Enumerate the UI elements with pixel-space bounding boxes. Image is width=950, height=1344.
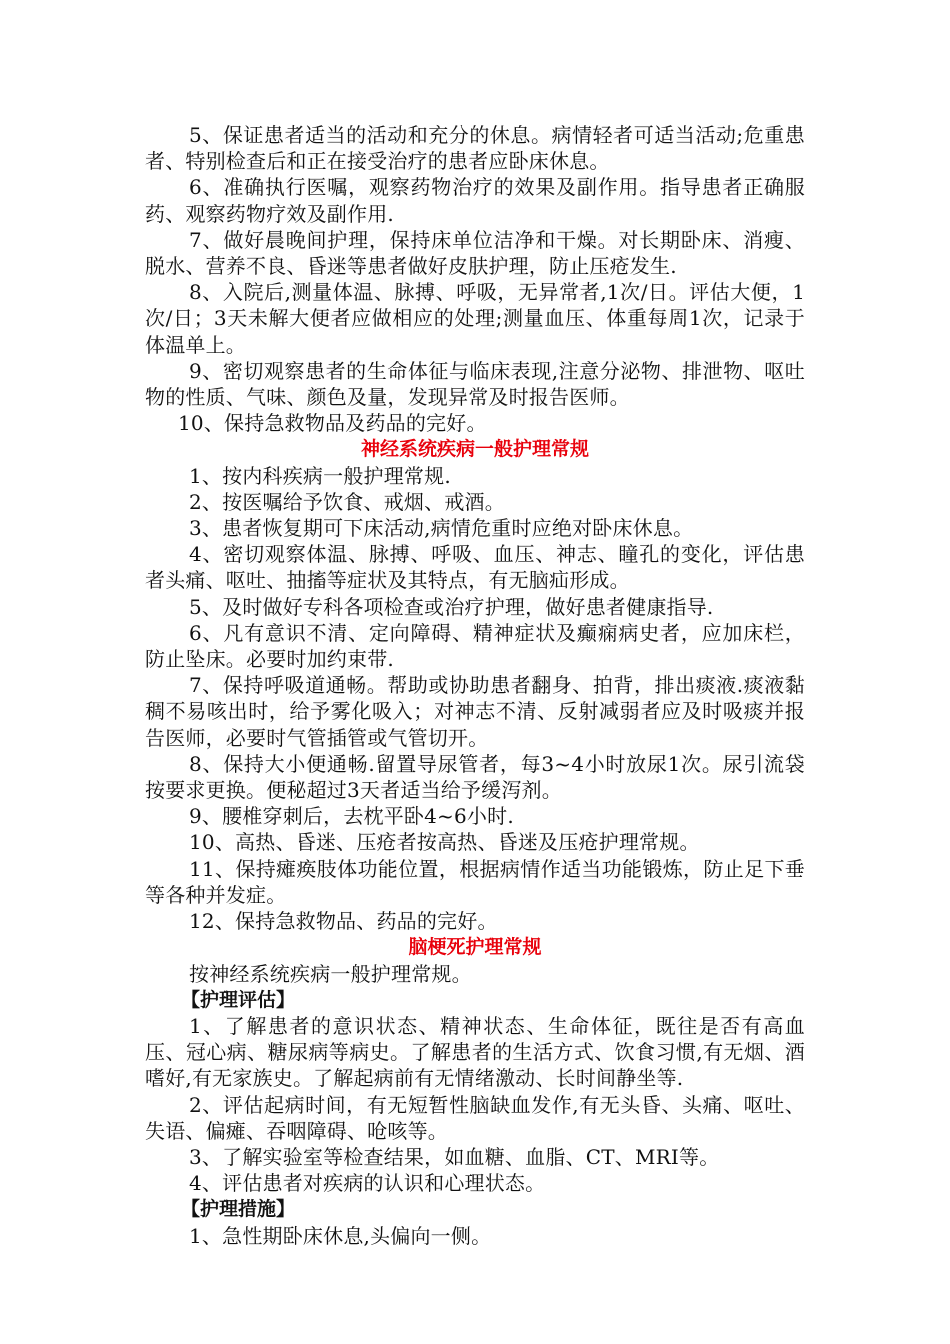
- neuro-item-2: 2、按医嘱给予饮食、戒烟、戒酒。: [189, 489, 505, 514]
- neuro-item-12: 12、保持急救物品、药品的完好。: [189, 909, 498, 934]
- infarction-section-title: 脑梗死护理常规: [408, 936, 542, 959]
- general-item-5: 5、保证患者适当的活动和充分的休息。病情轻者可适当活动;危重患者、特别检查后和正在接受治疗的患者应卧床休息。: [145, 123, 805, 174]
- neuro-item-10: 10、高热、昏迷、压疮者按高热、昏迷及压疮护理常规。: [189, 830, 700, 855]
- infarction-intro: 按神经系统疾病一般护理常规。: [189, 961, 472, 986]
- assessment-heading: 【护理评估】: [181, 988, 296, 1011]
- general-item-9: 9、密切观察患者的生命体征与临床表现,注意分泌物、排泄物、呕吐物的性质、气味、颜色及量，发现异常及时报告医师。: [145, 358, 805, 410]
- assessment-item-4: 4、评估患者对疾病的认识和心理状态。: [189, 1171, 546, 1196]
- document-page: [145, 122, 805, 1249]
- general-item-8: 8、入院后,测量体温、脉搏、呼吸，无异常者,1次/日。评估大便，1次/日；3天未解大便者应做相应的处理;测量血压、体重每周1次，记录于体温单上。: [145, 280, 805, 357]
- neuro-item-4: 4、密切观察体温、脉搏、呼吸、血压、神志、瞳孔的变化，评估患者头痛、呕吐、抽搐等症状及其特点，有无脑疝形成。: [145, 542, 805, 593]
- neuro-item-9: 9、腰椎穿刺后，去枕平卧4~6小时.: [189, 804, 514, 829]
- general-item-10: 10、保持急救物品及药品的完好。: [178, 411, 487, 436]
- assessment-item-3: 3、了解实验室等检查结果，如血糖、血脂、CT、MRI等。: [189, 1144, 720, 1169]
- measures-item-1: 1、急性期卧床休息,头偏向一侧。: [189, 1223, 492, 1248]
- assessment-item-1: 1、了解患者的意识状态、精神状态、生命体征，既往是否有高血压、冠心病、糖尿病等病史。了解患者的生活方式、饮食习惯,有无烟、酒嗜好,有无家族史。了解起病前有无情绪激动、长时间静坐等.: [145, 1013, 805, 1091]
- neuro-item-3: 3、患者恢复期可下床活动,病情危重时应绝对卧床休息。: [189, 516, 694, 541]
- neuro-item-8: 8、保持大小便通畅.留置导尿管者，每3~4小时放尿1次。尿引流袋按要求更换。便秘超过3天者适当给予缓泻剂。: [145, 751, 805, 803]
- measures-heading: 【护理措施】: [181, 1198, 296, 1221]
- neuro-item-6: 6、凡有意识不清、定向障碍、精神症状及癫痫病史者，应加床栏，防止坠床。必要时加约束带.: [145, 620, 805, 672]
- neuro-section-title: 神经系统疾病一般护理常规: [360, 438, 589, 461]
- assessment-item-2: 2、评估起病时间，有无短暂性脑缺血发作,有无头昏、头痛、呕吐、失语、偏瘫、吞咽障碍、呛咳等。: [145, 1092, 805, 1143]
- general-item-6: 6、准确执行医嘱，观察药物治疗的效果及副作用。指导患者正确服药、观察药物疗效及副作用.: [145, 175, 805, 226]
- neuro-item-1: 1、按内科疾病一般护理常规.: [189, 463, 451, 488]
- neuro-item-7: 7、保持呼吸道通畅。帮助或协助患者翻身、拍背，排出痰液.痰液黏稠不易咳出时，给予雾化吸入；对神志不清、反射减弱者应及时吸痰并报告医师，必要时气管插管或气管切开。: [145, 673, 805, 750]
- neuro-item-11: 11、保持瘫痪肢体功能位置，根据病情作适当功能锻炼，防止足下垂等各种并发症。: [145, 856, 805, 907]
- general-item-7: 7、做好晨晚间护理，保持床单位洁净和干燥。对长期卧床、消瘦、脱水、营养不良、昏迷等患者做好皮肤护理，防止压疮发生.: [145, 227, 805, 279]
- neuro-item-5: 5、及时做好专科各项检查或治疗护理，做好患者健康指导.: [189, 594, 714, 619]
